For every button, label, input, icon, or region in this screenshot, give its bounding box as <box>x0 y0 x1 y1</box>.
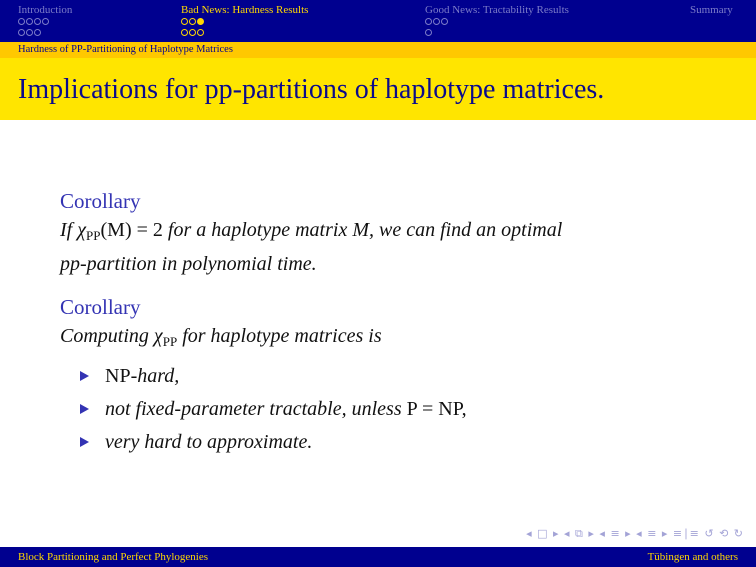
nav-section-hardness[interactable] <box>181 4 308 38</box>
frame-dot[interactable] <box>189 29 196 36</box>
corollary-line <box>60 322 720 356</box>
section-navigation-bar <box>0 0 756 42</box>
frame-dot[interactable] <box>181 29 188 36</box>
frame-dot[interactable] <box>197 29 204 36</box>
list-item <box>60 426 720 459</box>
item-roman-text: NP <box>105 365 131 387</box>
frame-dot[interactable] <box>425 18 432 25</box>
frame-dot[interactable] <box>18 18 25 25</box>
corollary-line <box>60 216 720 250</box>
list-item <box>60 360 720 393</box>
nav-dots-row <box>18 18 72 27</box>
frame-title-bar <box>0 58 756 120</box>
chi-symbol: χ <box>77 219 87 241</box>
item-italic-text: -hard, <box>130 365 180 387</box>
corollary-block <box>60 186 720 278</box>
frame-dot[interactable] <box>26 29 33 36</box>
nav-section-label[interactable]: Introduction <box>18 4 73 16</box>
corollary-list <box>60 360 720 459</box>
frame-dot[interactable] <box>441 18 448 25</box>
nav-section-label[interactable]: Bad News: Hardness Results <box>181 4 309 16</box>
frame-title: Implications for pp-partitions of haplotype matrices. <box>18 74 605 105</box>
chi-argument: (M) = 2 <box>100 219 163 241</box>
frame-dot[interactable] <box>34 18 41 25</box>
nav-section-tractability[interactable] <box>425 4 569 38</box>
corollary-body <box>60 216 720 278</box>
triangle-bullet-icon <box>80 371 89 381</box>
item-roman-text: P = NP, <box>406 398 467 420</box>
nav-dots-row <box>181 29 308 38</box>
chi-subscript: PP <box>86 228 101 243</box>
item-italic-text: very hard to approximate. <box>105 431 313 453</box>
footer-bar <box>0 547 756 567</box>
subsection-bar <box>0 42 756 58</box>
triangle-bullet-icon <box>80 404 89 414</box>
footer-title: Block Partitioning and Perfect Phylogenies <box>18 551 209 563</box>
corollary-title: Corollary <box>60 189 141 213</box>
nav-dots-row <box>181 18 308 27</box>
item-italic-text: not fixed-parameter tractable, unless <box>105 398 402 420</box>
frame-dot[interactable] <box>425 29 432 36</box>
slide-content <box>60 186 720 473</box>
nav-section-label[interactable]: Summary <box>690 4 733 16</box>
corollary-line: pp-partition in polynomial time. <box>60 253 317 275</box>
nav-dots-row <box>425 18 569 27</box>
frame-dot[interactable] <box>34 29 41 36</box>
if-word: If <box>60 219 73 241</box>
chi-subscript: PP <box>162 334 178 349</box>
corollary-title: Corollary <box>60 295 141 319</box>
frame-dot[interactable] <box>189 18 196 25</box>
subsection-title[interactable]: Hardness of PP-Partitioning of Haplotype Matrices <box>18 44 233 55</box>
nav-dots-row <box>18 29 72 38</box>
navigation-symbols[interactable]: ◂ □ ▸ ◂ ⧉ ▸ ◂ ≡ ▸ ◂ ≡ ▸ ≡∣≡ ↺ ⟲ ↻ <box>526 527 744 540</box>
frame-dot[interactable] <box>18 29 25 36</box>
frame-dot[interactable] <box>26 18 33 25</box>
nav-dots-row <box>425 29 569 38</box>
corollary-body <box>60 322 720 459</box>
intro-text: for haplotype matrices is <box>182 325 382 347</box>
nav-section-introduction[interactable] <box>18 4 72 38</box>
list-item <box>60 393 720 426</box>
current-frame-dot[interactable] <box>197 18 204 25</box>
intro-text: Computing <box>60 325 149 347</box>
footer-institute: Tübingen and others <box>647 551 738 563</box>
triangle-bullet-icon <box>80 437 89 447</box>
corollary-block <box>60 292 720 459</box>
chi-symbol: χ <box>153 325 163 347</box>
frame-dot[interactable] <box>433 18 440 25</box>
nav-section-summary[interactable] <box>690 4 733 16</box>
corollary-text: for a haplotype matrix M, we can find an optimal <box>167 219 563 241</box>
frame-dot[interactable] <box>181 18 188 25</box>
nav-section-label[interactable]: Good News: Tractability Results <box>425 4 569 16</box>
frame-dot[interactable] <box>42 18 49 25</box>
